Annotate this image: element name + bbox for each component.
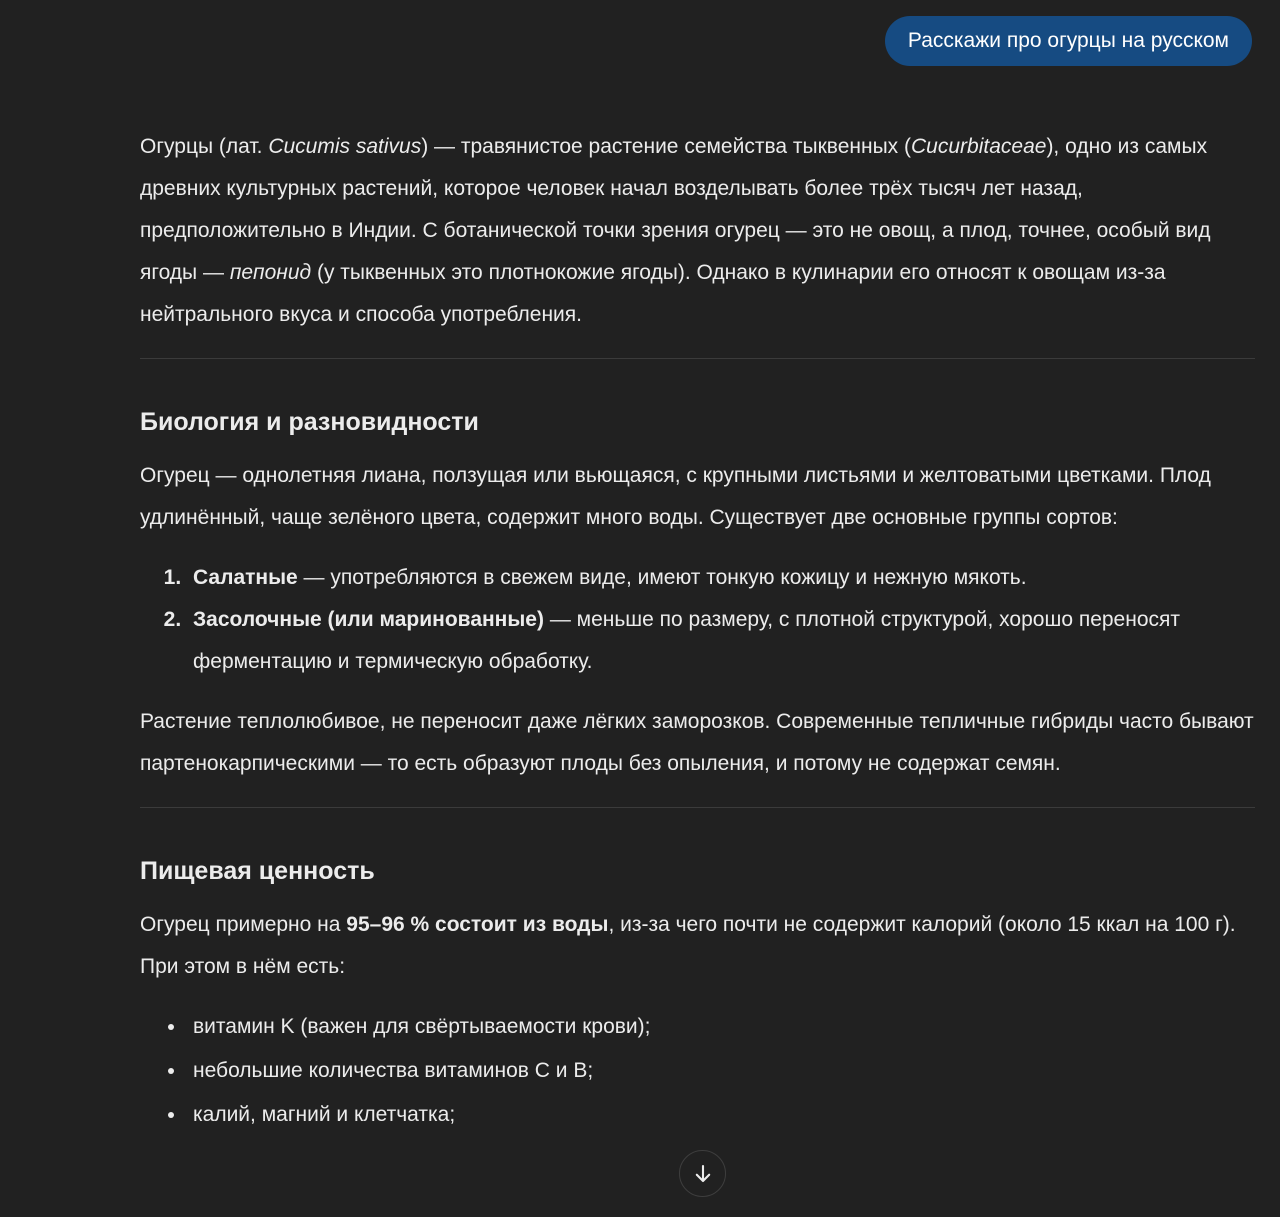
biology-section-heading: Биология и разновидности — [140, 408, 479, 436]
nutrition-section-heading: Пищевая ценность — [140, 857, 375, 885]
biology-intro-paragraph: Огурец — однолетняя лиана, ползущая или вьющаяся, с крупными листьями и желтоватыми цветками. Плод удлинённый, чаще зелёного цвета, содержит много воды. Существует две основные группы сортов: — [140, 464, 1211, 529]
section-divider — [140, 807, 1255, 808]
biology-note-paragraph: Растение теплолюбивое, не переносит даже лёгких заморозков. Современные тепличные гибриды часто бывают партенокарпическими — то есть образуют плоды без опыления, и потому не содержат семян. — [140, 710, 1254, 775]
scroll-to-bottom-button[interactable] — [679, 1150, 726, 1197]
user-message-row — [0, 0, 1280, 66]
list-item-pickling-type: 2. Засолочные (или маринованные) — меньше по размеру, с плотной структурой, хорошо переносят ферментацию и термическую обработку. — [187, 599, 1255, 683]
intro-paragraph: Огурцы (лат. Cucumis sativus) — травянистое растение семейства тыквенных (Cucurbitaceae), одно из самых древних культурных растений, которое человек начал возделывать более трёх тысяч лет назад, предположительно в Индии. С ботанической точки зрения огурец — это не овощ, а плод, точнее, особый вид ягоды — пепонид (у тыквенных это плотнокожие ягоды). Однако в кулинарии его относят к овощам из-за нейтрального вкуса и способа употребления. — [140, 135, 1211, 326]
cucumber-varieties-list — [140, 557, 1255, 683]
list-item-vitamins-c-b: • небольшие количества витаминов C и B; — [187, 1050, 1255, 1092]
list-item-vitamin-k: • витамин K (важен для свёртываемости крови); — [187, 1006, 1255, 1048]
assistant-response — [140, 126, 1255, 1136]
section-divider — [140, 358, 1255, 359]
list-item-salad-type: 1. Салатные — употребляются в свежем виде, имеют тонкую кожицу и нежную мякоть. — [187, 557, 1255, 599]
nutrients-list — [140, 1006, 1255, 1136]
user-message-bubble[interactable]: Расскажи про огурцы на русском — [885, 16, 1252, 66]
nutrition-intro-paragraph: Огурец примерно на 95–96 % состоит из воды, из-за чего почти не содержит калорий (около 15 ккал на 100 г). При этом в нём есть: — [140, 913, 1236, 978]
list-item-minerals: • калий, магний и клетчатка; — [187, 1094, 1255, 1136]
arrow-down-icon — [691, 1162, 715, 1186]
